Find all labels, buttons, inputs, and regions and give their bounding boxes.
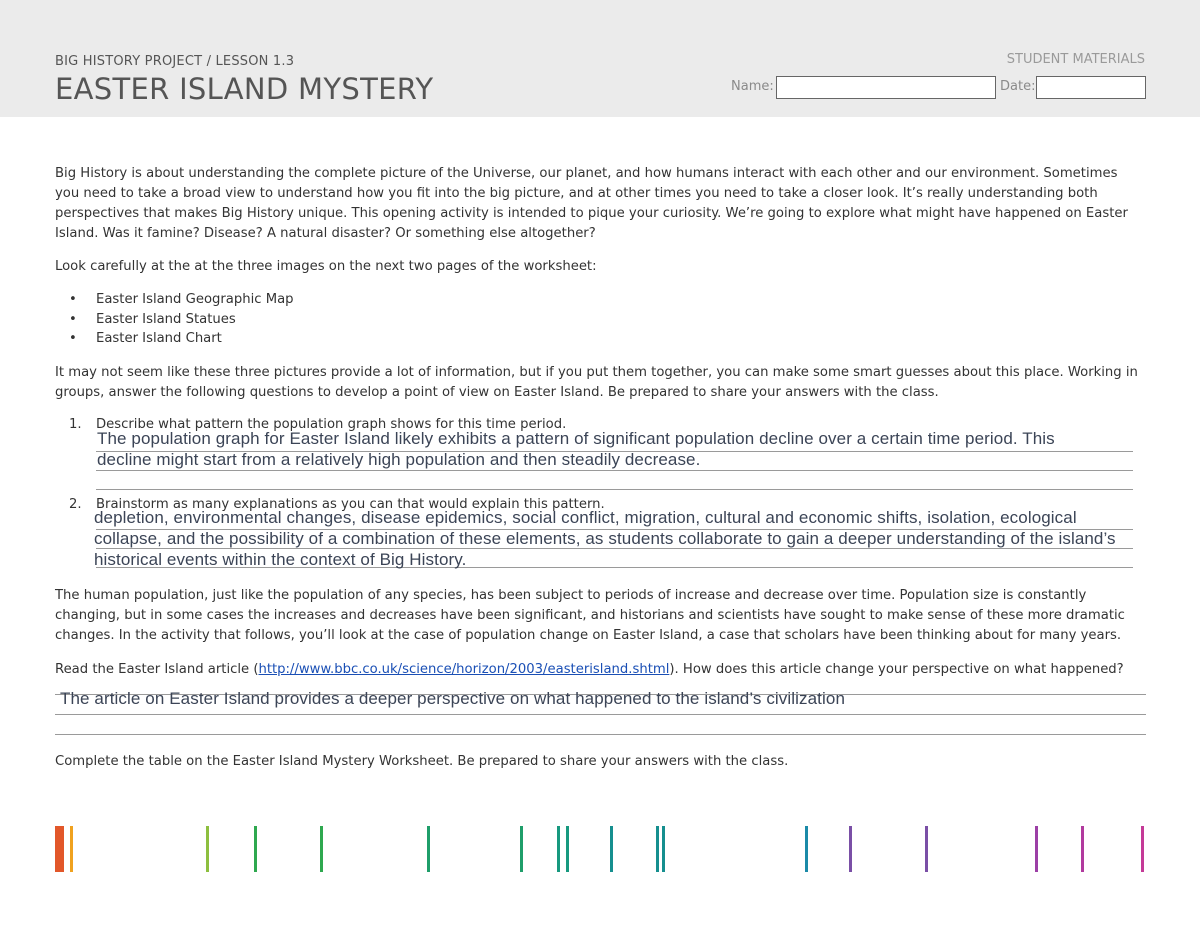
answer-line <box>55 734 1146 735</box>
images-instruction: Look carefully at the at the three images on the next two pages of the worksheet: <box>55 259 597 274</box>
color-bar <box>566 826 569 872</box>
color-bar <box>206 826 209 872</box>
color-bar <box>427 826 430 872</box>
answer-2-line-3[interactable]: historical events within the context of Big History. <box>94 550 467 569</box>
color-bar <box>662 826 665 872</box>
answer-2-line-2[interactable]: collapse, and the possibility of a combination of these elements, as students collaborate to gain a deeper understanding of the island’s <box>94 529 1116 548</box>
color-bar <box>656 826 659 872</box>
color-bar <box>70 826 73 872</box>
date-field[interactable] <box>1036 76 1146 99</box>
answer-1-line-2[interactable]: decline might start from a relatively high population and then steadily decrease. <box>97 450 701 469</box>
groups-paragraph <box>55 363 1145 403</box>
groups-line-1: It may not seem like these three pictures provide a lot of information, but if you put them together, you can make some smart guesses about this place. Working in <box>55 365 1138 380</box>
name-label: Name: <box>731 79 774 94</box>
color-bar <box>557 826 560 872</box>
article-prompt <box>55 660 1145 680</box>
question-number: 2. <box>69 497 82 512</box>
page-header <box>0 0 1200 117</box>
color-bar <box>610 826 613 872</box>
student-materials-label: STUDENT MATERIALS <box>1006 52 1145 67</box>
article-prompt-before: Read the Easter Island article ( <box>55 662 259 677</box>
intro-line-3: perspectives that makes Big History unique. This opening activity is intended to pique your curiosity. We’re going to explore what might have happened on Easter <box>55 206 1128 221</box>
color-bar <box>925 826 928 872</box>
answer-line <box>96 489 1133 490</box>
color-bar <box>1035 826 1038 872</box>
question-number: 1. <box>69 417 82 432</box>
article-answer[interactable]: The article on Easter Island provides a deeper perspective on what happened to the island’s civilization <box>60 689 845 708</box>
list-item: • Easter Island Chart <box>55 329 294 349</box>
intro-line-2: you need to take a broad view to understand how you fit into the big picture, and at other times you need to take a closer look. It’s really understanding both <box>55 186 1098 201</box>
color-bar <box>1081 826 1084 872</box>
intro-line-4: Island. Was it famine? Disease? A natural disaster? Or something else altogether? <box>55 226 596 241</box>
page-title: EASTER ISLAND MYSTERY <box>55 72 434 106</box>
name-field[interactable] <box>776 76 996 99</box>
list-item: • Easter Island Statues <box>55 310 294 330</box>
color-bar <box>520 826 523 872</box>
article-prompt-after: ). How does this article change your perspective on what happened? <box>669 662 1124 677</box>
decorative-color-bars <box>0 826 1200 872</box>
list-item: • Easter Island Geographic Map <box>55 290 294 310</box>
color-bar <box>55 826 64 872</box>
color-bar <box>805 826 808 872</box>
intro-line-1: Big History is about understanding the complete picture of the Universe, our planet, and how humans interact with each other and our environment. Sometimes <box>55 166 1118 181</box>
population-line-1: The human population, just like the population of any species, has been subject to periods of increase and decrease over time. Population size is constantly <box>55 588 1087 603</box>
image-list <box>55 290 294 349</box>
color-bar <box>254 826 257 872</box>
population-paragraph <box>55 586 1145 646</box>
groups-line-2: groups, answer the following questions to develop a point of view on Easter Island. Be prepared to share your answers with the class. <box>55 385 939 400</box>
population-line-3: changes. In the activity that follows, you’ll look at the case of population change on Easter Island, a case that scholars have been thinking about for many years. <box>55 628 1122 643</box>
population-line-2: changing, but in some cases the increases and decreases have been significant, and historians and scientists have sought to make sense of these more dramatic <box>55 608 1125 623</box>
answer-line <box>96 470 1133 471</box>
lesson-kicker: BIG HISTORY PROJECT / LESSON 1.3 <box>55 54 295 69</box>
color-bar <box>320 826 323 872</box>
answer-2-line-1[interactable]: depletion, environmental changes, disease epidemics, social conflict, migration, cultural and economic shifts, isolation, ecological <box>94 508 1077 527</box>
color-bar <box>849 826 852 872</box>
answer-line <box>55 714 1146 715</box>
table-instruction: Complete the table on the Easter Island Mystery Worksheet. Be prepared to share your answers with the class. <box>55 754 789 769</box>
question-text: Brainstorm as many explanations as you can that would explain this pattern. <box>96 497 605 512</box>
answer-1-line-1[interactable]: The population graph for Easter Island likely exhibits a pattern of significant population decline over a certain time period. This <box>97 429 1055 448</box>
intro-paragraph <box>55 164 1145 244</box>
article-link[interactable]: http://www.bbc.co.uk/science/horizon/2003/easterisland.shtml <box>258 662 670 677</box>
color-bar <box>1141 826 1144 872</box>
question-text: Describe what pattern the population graph shows for this time period. <box>96 417 567 432</box>
date-label: Date: <box>1000 79 1036 94</box>
